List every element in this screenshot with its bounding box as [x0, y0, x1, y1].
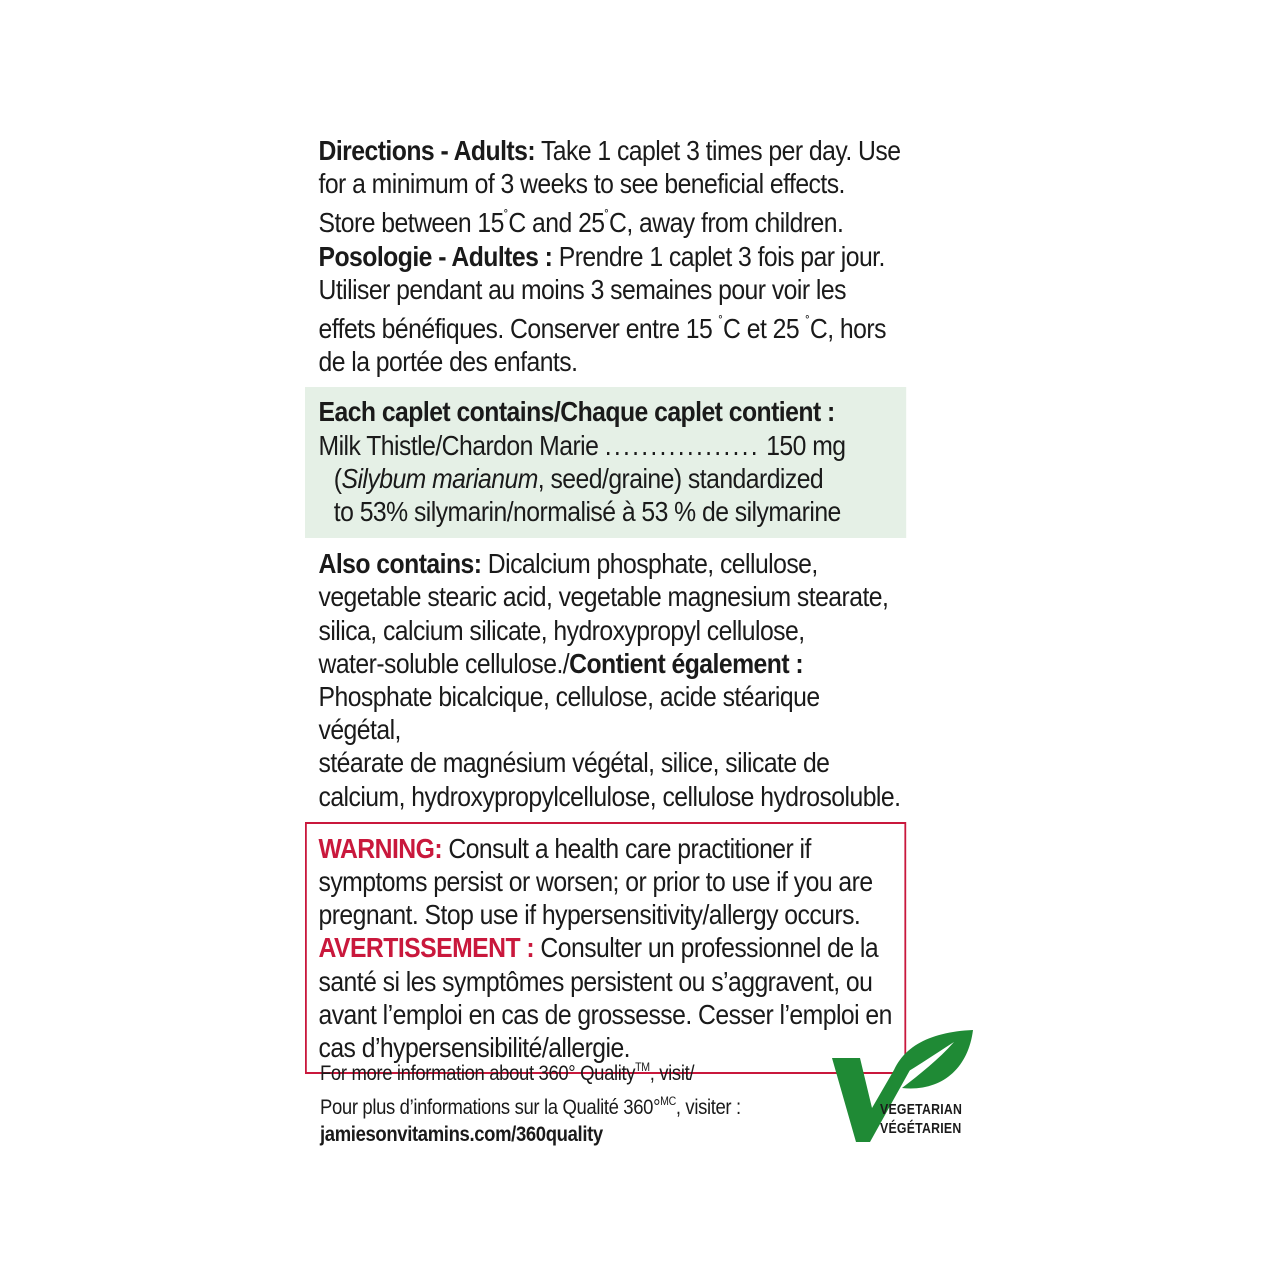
footer-url-text[interactable]: jamiesonvitamins.com/360quality: [320, 1123, 603, 1146]
text-part: Consulter un professionnel de la: [534, 932, 879, 964]
directions-fr-heading: Posologie - Adultes :: [318, 240, 553, 272]
latin-name: Silybum marianum: [341, 462, 538, 494]
text-part: , visit/: [649, 1062, 695, 1085]
warning-fr-heading: AVERTISSEMENT :: [318, 932, 535, 964]
degree-symbol: ˚: [718, 314, 724, 332]
also-line-1: [319, 547, 907, 580]
ingredients-heading-text: Each caplet contains/Chaque caplet contient :: [318, 396, 835, 428]
directions-section: [305, 134, 906, 378]
degree-symbol: ˚: [805, 314, 810, 332]
text-part: Pour plus d’informations sur la Qualité 360°: [320, 1095, 661, 1119]
non-medicinal-section: [305, 547, 906, 813]
warning-en-line-1: [319, 832, 896, 865]
ingredient-row: [319, 429, 907, 462]
ingredient-standardization: to 53% silymarin/normalisé à 53 % de silymarine: [333, 496, 841, 528]
also-line-7: calcium, hydroxypropylcellulose, cellulose hydrosoluble.: [318, 780, 901, 812]
warning-en-heading: WARNING:: [318, 832, 443, 864]
degree-symbol: ˚: [503, 208, 509, 226]
directions-fr-line-4: de la portée des enfants.: [318, 346, 578, 378]
text-part: For more information about 360° Quality: [320, 1062, 636, 1085]
also-line-2: vegetable stearic acid, vegetable magnesium stearate,: [318, 581, 889, 613]
text-part: C et 25: [723, 313, 806, 345]
directions-en-line-3: [319, 200, 907, 239]
directions-en-line-2: for a minimum of 3 weeks to see beneficial effects.: [318, 168, 845, 200]
footer-url[interactable]: [320, 1121, 741, 1149]
text-part: , seed/graine) standardized: [537, 462, 824, 494]
leader-dots: .................: [604, 429, 760, 461]
warning-en-line-3: pregnant. Stop use if hypersensitivity/allergy occurs.: [318, 899, 861, 931]
badge-line-fr: VÉGÉTARIEN: [880, 1120, 962, 1137]
ingredient-source: [319, 462, 907, 495]
text-part: Consult a health care practitioner if: [442, 832, 811, 864]
directions-fr-text: Prendre 1 caplet 3 fois par jour.: [552, 240, 885, 272]
ingredient-amount: 150 mg: [759, 429, 846, 461]
directions-en-line-1: [319, 134, 907, 167]
text-part: Store between 15: [318, 207, 504, 239]
directions-en-text: Take 1 caplet 3 times per day. Use: [535, 135, 901, 166]
warning-fr-line-3: avant l’emploi en cas de grossesse. Cesser l’emploi en: [318, 998, 892, 1030]
warning-fr-line-1: [319, 931, 896, 964]
ingredients-heading: [319, 395, 907, 428]
trademark-mark: MC: [660, 1093, 676, 1108]
text-part: C, away from children.: [609, 207, 844, 239]
also-line-3: silica, calcium silicate, hydroxypropyl cellulose,: [318, 614, 805, 646]
text-part: (: [333, 462, 342, 494]
warning-fr-line-4: cas d’hypersensibilité/allergie.: [318, 1032, 631, 1064]
also-line-5: Phosphate bicalcique, cellulose, acide stéarique végétal,: [318, 681, 820, 746]
medicinal-ingredients-box: [305, 387, 906, 538]
directions-fr-line-3: [319, 306, 907, 345]
text-part: C and 25: [508, 207, 605, 239]
badge-line-en: VEGETARIAN: [880, 1101, 963, 1118]
also-line-6: stéarate de magnésium végétal, silice, silicate de: [318, 747, 830, 779]
text-part: , visiter :: [675, 1095, 741, 1119]
warning-fr-line-2: santé si les symptômes persistent ou s’aggravent, ou: [318, 965, 873, 997]
footer-line-2: [320, 1088, 741, 1122]
warning-box: [305, 822, 906, 1074]
directions-fr-line-2: Utiliser pendant au moins 3 semaines pour voir les: [318, 273, 846, 305]
directions-en-heading: Directions - Adults:: [318, 135, 536, 166]
directions-fr-line-1: [319, 240, 907, 273]
text-part: water-soluble cellulose./: [318, 647, 570, 679]
ingredient-name: Milk Thistle/Chardon Marie: [318, 429, 605, 461]
also-heading: Also contains:: [318, 548, 482, 580]
text-part: effets bénéfiques. Conserver entre 15: [318, 313, 719, 345]
product-label-panel: [305, 134, 906, 1074]
text-part: Dicalcium phosphate, cellulose,: [481, 548, 818, 580]
warning-en-line-2: symptoms persist or worsen; or prior to use if you are: [318, 866, 873, 898]
footer-line-1: [320, 1054, 741, 1088]
degree-symbol: ˚: [604, 208, 610, 226]
also-fr-heading: Contient également :: [569, 647, 804, 679]
also-line-4: [319, 647, 907, 680]
text-part: C, hors: [809, 313, 886, 345]
vegetarian-badge-text: [880, 1100, 962, 1138]
quality-footer: [320, 1054, 741, 1149]
trademark-mark: TM: [635, 1060, 650, 1074]
